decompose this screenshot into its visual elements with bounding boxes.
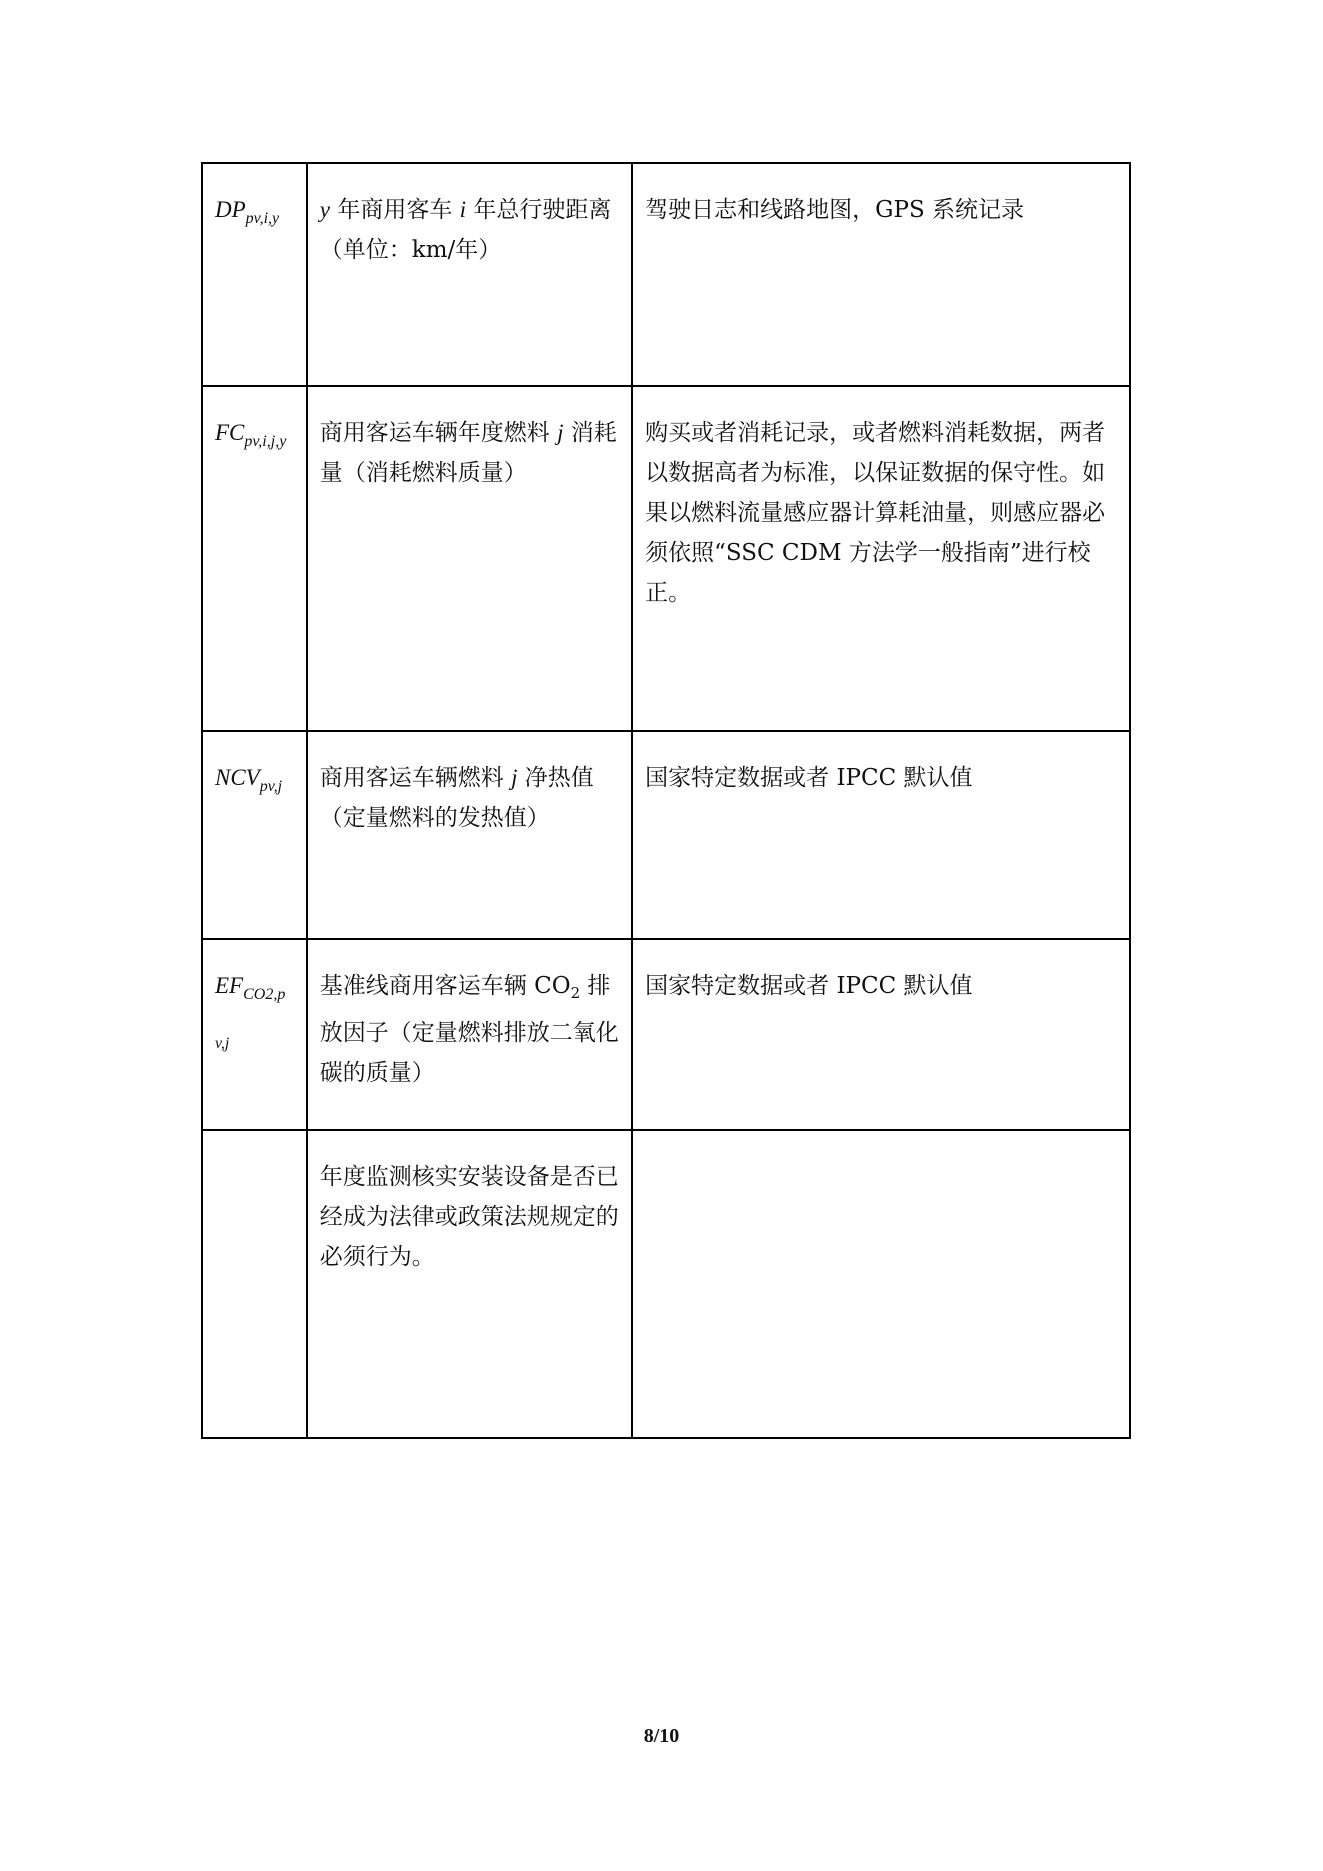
data-source: 国家特定数据或者 IPCC 默认值 <box>632 731 1130 939</box>
parameter-description: 商用客运车辆年度燃料 j 消耗量（消耗燃料质量） <box>307 386 632 731</box>
parameter-description: 基准线商用客运车辆 $CO_2$ 排放因子（定量燃料排放二氧化碳的质量） <box>307 939 632 1130</box>
data-source: 购买或者消耗记录，或者燃料消耗数据，两者以数据高者为标准，以保证数据的保守性。如果以燃料流量感应器计算耗油量，则感应器必须依照“SSC CDM 方法学一般指南”进行校正。 <box>632 386 1130 731</box>
data-source <box>632 1130 1130 1438</box>
table-row <box>202 731 1130 939</box>
parameter-symbol: $NCV_{pv,j}$ <box>202 731 307 939</box>
parameter-symbol: $EF_{CO2,pv,j}$ <box>202 939 307 1130</box>
parameter-description: 商用客运车辆燃料 j 净热值（定量燃料的发热值） <box>307 731 632 939</box>
parameter-description: 年度监测核实安装设备是否已经成为法律或政策法规规定的必须行为。 <box>307 1130 632 1438</box>
page-number: 8/10 <box>643 1725 680 1747</box>
parameter-symbol <box>202 1130 307 1438</box>
table-row <box>202 939 1130 1130</box>
table-row <box>202 386 1130 731</box>
table-row <box>202 1130 1130 1438</box>
parameter-symbol: $DP_{pv,i,y}$ <box>202 163 307 386</box>
data-source: 国家特定数据或者 IPCC 默认值 <box>632 939 1130 1130</box>
parameter-table <box>201 162 1131 1439</box>
parameter-description: y 年商用客车 i 年总行驶距离（单位：km/年） <box>307 163 632 386</box>
parameter-symbol: $FC_{pv,i,j,y}$ <box>202 386 307 731</box>
table-row <box>202 163 1130 386</box>
data-source: 驾驶日志和线路地图，GPS 系统记录 <box>632 163 1130 386</box>
